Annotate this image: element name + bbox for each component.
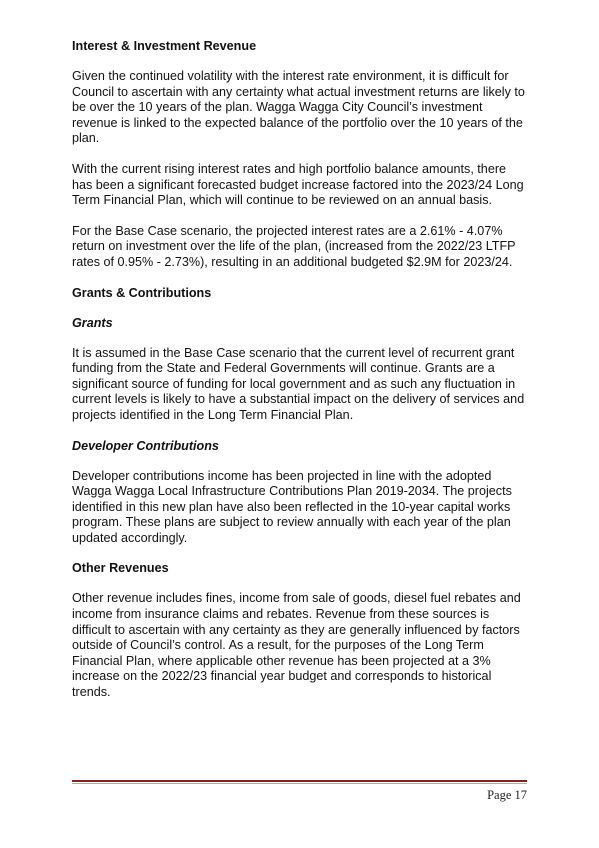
paragraph-developer-1: Developer contributions income has been projected in line with the adopted Wagga Wagga Local Infrastructure Contributions Plan 2019-2034. The projects identified in this new plan have also been reflected in the 10-year capital works program. These plans are subject to review annually with each year of the plan updated accordingly. <box>72 468 512 545</box>
paragraph-interest-1: Given the continued volatility with the interest rate environment, it is difficult for Council to ascertain with any certainty what actual investment returns are likely to be over the 10 years of the plan. Wagga Wagga City Council’s investment revenue is linked to the expected balance of the portfolio over the 10 years of the plan. <box>72 69 525 146</box>
document-body <box>72 39 528 716</box>
paragraph-interest-3: For the Base Case scenario, the projected interest rates are a 2.61% - 4.07% return on investment over the life of the plan, (increased from the 2022/23 LTFP rates of 0.95% - 2.73%), resulting in an additional budgeted $2.9M for 2023/24. <box>72 223 516 269</box>
paragraph-other-1: Other revenue includes fines, income from sale of goods, diesel fuel rebates and income from insurance claims and rebates. Revenue from these sources is difficult to ascertain with any certainty as they are generally influenced by factors outside of Council’s control. As a result, for the purposes of the Long Term Financial Plan, where applicable other revenue has been projected at a 3% increase on the 2022/23 financial year budget and corresponds to historical trends. <box>72 591 521 700</box>
footer-rule <box>72 780 527 782</box>
heading-interest-investment: Interest & Investment Revenue <box>72 39 257 53</box>
paragraph-interest-2: With the current rising interest rates and high portfolio balance amounts, there has been a significant forecasted budget increase factored into the 2023/24 Long Term Financial Plan, which will continue to be reviewed on an annual basis. <box>72 161 524 208</box>
page-number: Page 17 <box>487 788 527 802</box>
paragraph-grants-1: It is assumed in the Base Case scenario that the current level of recurrent grant funding from the State and Federal Governments will continue. Grants are a significant source of funding for local government and as such any fluctuation in current levels is likely to have a substantial impact on the delivery of services and projects identified in the Long Term Financial Plan. <box>72 345 525 422</box>
subheading-grants: Grants <box>72 315 113 330</box>
heading-grants-contributions: Grants & Contributions <box>72 285 212 300</box>
heading-other-revenues: Other Revenues <box>72 561 169 576</box>
subheading-developer-contributions: Developer Contributions <box>72 438 219 453</box>
footer-rule-secondary <box>72 783 527 784</box>
